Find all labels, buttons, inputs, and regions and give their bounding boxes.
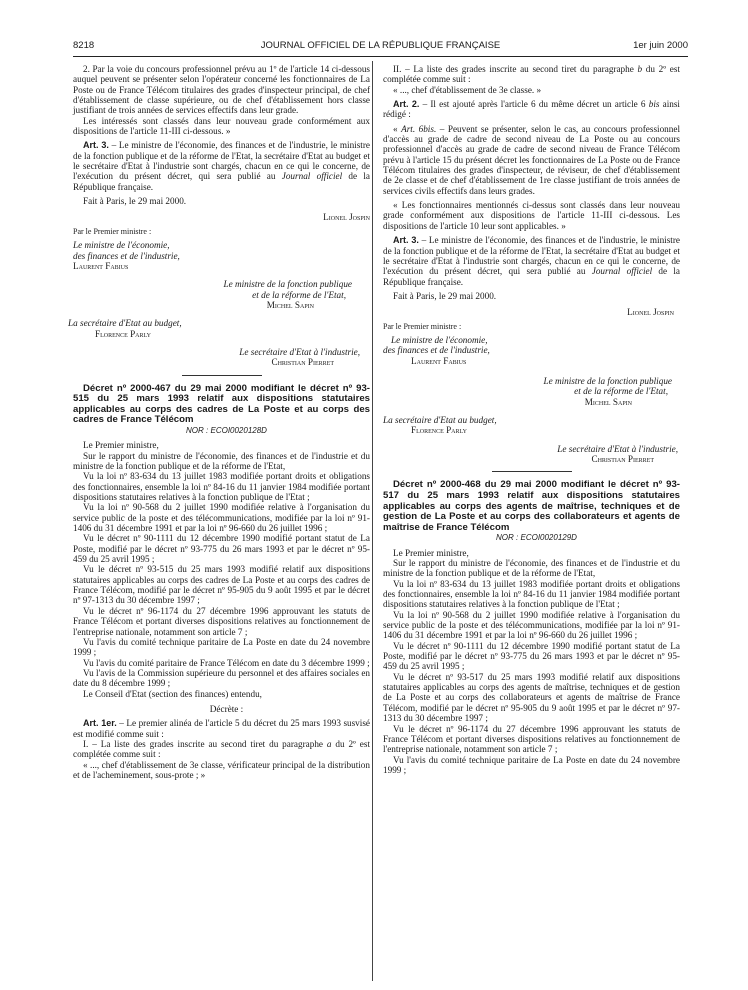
visa: Vu le décret nº 90-1111 du 12 décembre 1990 modifié portant statut de La Poste, modifié par le décret nº 93-775 du 26 mars 1993 et par le décret nº 95-459 du 25 avril 1995 ; [383, 640, 680, 672]
visa: Vu le décret nº 96-1174 du 27 décembre 1996 approuvant les statuts de France Télécom et portant diverses dispositions relatives au fonctionnement de l'entreprise nationale, notamment son article 7 ; [383, 723, 680, 755]
paragraph: « Les fonctionnaires mentionnés ci-dessus sont classés dans leur nouveau grade conformément aux dispositions de l'article 11-III ci-dessous. Les dispositions de l'article 10 leur sont applicables. » [383, 200, 680, 231]
signature-budget: Florence Parly [411, 425, 467, 436]
article-text-end: de la République française. [383, 266, 680, 287]
signature-fp: Michel Sapin [266, 299, 314, 310]
article-text-end: de la République française. [73, 171, 370, 192]
premier-ministre: Le Premier ministre, [83, 440, 159, 451]
visa: Vu l'avis du comité technique paritaire de La Poste en date du 24 novembre 1999 ; [383, 754, 680, 775]
paragraph: 2. Par la voie du concours professionnel prévu au 1º de l'article 14 ci-dessous auquel peuvent se présenter selon l'opérateur concerné les fonctionnaires de La Poste ou de France Télécom titulaires des grades d'inspecteur principal, de chef d'établissement de classe supérieure, ou de chef d'établissement hors classe justifiant de trois années de services effectifs dans leur grade. [73, 64, 370, 116]
article-label: Art. 3. [83, 140, 109, 151]
minister-title: Le ministre de la fonction publique [223, 279, 352, 290]
minister-title: des finances et de l'industrie, [383, 345, 490, 356]
article-label: Art. 2. [393, 99, 420, 110]
visa: Vu la loi nº 83-634 du 13 juillet 1983 modifiée portant droits et obligations des fonctionnaires, ensemble la loi nº 84-16 du 11 janvier 1984 modifiée portant dispositions statutaires relatives à la fonction publique de l'Etat ; [73, 471, 370, 503]
signature-ind: Christian Pierret [271, 357, 334, 368]
visa: Vu la loi nº 90-568 du 2 juillet 1990 modifiée relative à l'organisation du service public de la poste et des télécommunications, modifiée par la loi nº 91-1406 du 31 décembre 1991 et par la loi nº 96-660 du 26 juillet 1996 ; [73, 502, 370, 534]
column-divider [372, 61, 373, 981]
minister-title: La secrétaire d'Etat au budget, [383, 414, 497, 425]
minister-title: et de la réforme de l'Etat, [574, 386, 668, 397]
article-text: – Le ministre de l'économie, des finances et de l'industrie, le ministre de la fonction publique et de la réforme de l'Etat, la secrétaire d'Etat au budget et le secrétaire d'Etat à l'industrie sont chargés, chacun en ce qui le concerne, de l'exécution du présent décret, qui sera publié au [73, 140, 370, 182]
separator [492, 471, 572, 472]
article-text: – Le premier alinéa de l'article 5 du décret du 25 mars 1993 susvisé est modifié comme suit : [73, 718, 370, 739]
nor-reference: NOR : ECOI0020129D [496, 533, 577, 543]
visa: Vu l'avis du comité technique paritaire de La Poste en date du 24 novembre 1999 ; [73, 636, 370, 658]
article-paragraph [73, 718, 370, 739]
article-label: Art. 3. [393, 235, 419, 246]
visa: Le Conseil d'Etat (section des finances) entendu, [83, 688, 262, 699]
text: a [326, 738, 332, 749]
paragraph: Les intéressés sont classés dans leur nouveau grade conformément aux dispositions de l'article 11-III ci-dessous. » [73, 115, 370, 137]
text: bis [648, 99, 660, 110]
visa: Vu l'avis de la Commission supérieure du personnel et des affaires sociales en date du 8 décembre 1999 ; [73, 667, 370, 689]
text: du 2º est complétée comme suit : [73, 738, 370, 760]
right-column [383, 64, 680, 775]
visa: Vu le décret nº 90-1111 du 12 décembre 1990 modifié portant statut de La Poste, modifié par le décret nº 93-775 du 26 mars 1993 et par le décret nº 95-459 du 25 avril 1995 ; [73, 533, 370, 565]
fait-a-paris: Fait à Paris, le 29 mai 2000. [393, 290, 497, 301]
text: I. – La liste des grades inscrite au second tiret du paragraphe [83, 738, 327, 749]
issue-date: 1er juin 2000 [633, 40, 688, 51]
article-text: – Il est ajouté après l'article 6 du même décret un article 6 [419, 99, 649, 110]
text: II. – La liste des grades inscrite au second tiret du paragraphe [393, 64, 638, 74]
signature-pm: Lionel Jospin [627, 307, 674, 318]
decree-title: Décret nº 2000-467 du 29 mai 2000 modifiant le décret nº 93-515 du 25 mars 1993 relatif aux dispositions statutaires applicables au corps des cadres de La Poste et au corps des cadres de France Télécom [73, 382, 370, 426]
text: b [637, 64, 643, 74]
minister-title: Le secrétaire d'Etat à l'industrie, [239, 346, 360, 357]
visa: Vu la loi nº 90-568 du 2 juillet 1990 modifiée relative à l'organisation du service public de la poste et des télécommunications, modifiée par la loi nº 91-1406 du 31 décembre 1991 et par la loi nº 96-660 du 26 juillet 1996 ; [383, 609, 680, 641]
signature-eco: Laurent Fabius [73, 260, 129, 271]
article-paragraph [383, 99, 680, 120]
article-text: – Peuvent se présenter, selon le cas, au concours professionnel d'accès au grade de cadre de second niveau de La Poste ou au concours professionnel d'accès au grade de cadre de second niveau de France Télécom prévu à l'article 15 du présent décret les fonctionnaires de La Poste ou de France Télécom titulaires des grades d'inspecteur, de réviseur, de chef d'établissement de 2e classe et de chef d'établissement de 1re classe justifiant de trois années de services civils effectifs dans leurs grades. [383, 123, 681, 196]
visa: Sur le rapport du ministre de l'économie, des finances et de l'industrie et du ministre de la fonction publique et de la réforme de l'Etat, [383, 558, 680, 579]
journal-title: JOURNAL OFFICIEL DE LA RÉPUBLIQUE FRANÇAISE [260, 40, 501, 51]
article-paragraph [383, 235, 680, 287]
journal-ref: Journal officiel [281, 171, 343, 182]
article-paragraph [73, 140, 370, 192]
paragraph [73, 739, 370, 760]
minister-title: Le ministre de l'économie, [391, 334, 488, 345]
minister-title: Le ministre de l'économie, [73, 240, 170, 251]
text: du 2º est complétée comme suit : [383, 64, 680, 85]
paragraph [383, 124, 680, 196]
decree-title: Décret nº 2000-468 du 29 mai 2000 modifiant le décret nº 93-517 du 25 mars 1993 relatif aux dispositions statutaires applicables au corps des agents de maîtrise, techniques et de gestion de La Poste et au corps des collaborateurs et agents de maîtrise de France Télécom [383, 479, 680, 533]
decrete: Décrète : [209, 703, 244, 714]
minister-title: Le ministre de la fonction publique [543, 375, 672, 386]
minister-title: La secrétaire d'Etat au budget, [68, 318, 182, 329]
text: ainsi rédigé : [383, 99, 680, 120]
text: « [393, 123, 402, 134]
minister-title: Le secrétaire d'Etat à l'industrie, [557, 443, 678, 454]
page-header [73, 40, 688, 54]
paragraph [383, 64, 680, 85]
visa: Vu le décret nº 93-515 du 25 mars 1993 modifié relatif aux dispositions statutaires applicables au corps des cadres de La Poste et au corps des cadres de France Télécom, modifié par le décret nº 95-905 du 9 août 1995 et par le décret nº 97-1313 du 30 décembre 1997 ; [73, 564, 370, 606]
visa: Vu l'avis du comité paritaire de France Télécom en date du 3 décembre 1999 ; [83, 657, 370, 668]
signature-pm: Lionel Jospin [323, 212, 370, 223]
fait-a-paris: Fait à Paris, le 29 mai 2000. [83, 196, 187, 207]
page-number: 8218 [73, 40, 95, 51]
separator [182, 375, 262, 376]
signature-fp: Michel Sapin [584, 396, 632, 407]
left-column [68, 64, 370, 780]
quote: « ..., chef d'établissement de 3e classe. » [393, 84, 542, 95]
signature-eco: Laurent Fabius [411, 355, 467, 366]
article-label: Art. 6bis. [401, 123, 437, 134]
minister-title: des finances et de l'industrie, [73, 250, 180, 261]
signature-ind: Christian Pierret [591, 454, 654, 464]
journal-ref: Journal officiel [591, 266, 653, 277]
nor-reference: NOR : ECOI0020128D [186, 425, 267, 435]
par-premier-ministre: Par le Premier ministre : [383, 321, 462, 331]
signature-budget: Florence Parly [95, 328, 151, 339]
minister-title: et de la réforme de l'Etat, [252, 289, 346, 300]
visa: Vu la loi nº 83-634 du 13 juillet 1983 modifiée portant droits et obligations des fonctionnaires, ensemble la loi nº 84-16 du 11 janvier 1984 modifiée portant dispositions statutaires relatives à la fonction publique de l'Etat ; [383, 578, 680, 610]
quote: « ..., chef d'établissement de 3e classe, vérificateur principal de la distribution et de l'acheminement, sous-prote ; » [73, 759, 370, 780]
visa: Sur le rapport du ministre de l'économie, des finances et de l'industrie et du ministre de la fonction publique et de la réforme de l'Etat, [73, 450, 370, 471]
article-label: Art. 1er. [83, 718, 117, 729]
visa: Vu le décret nº 93-517 du 25 mars 1993 modifié relatif aux dispositions statutaires applicables au corps des agents de maîtrise, techniques et de gestion de La Poste et au corps des collaborateurs et agents de maîtrise de France Télécom, modifié par le décret nº 95-905 du 9 août 1995 et par le décret nº 97-1313 du 30 décembre 1997 ; [383, 671, 680, 724]
par-premier-ministre: Par le Premier ministre : [73, 226, 152, 236]
visa: Vu le décret nº 96-1174 du 27 décembre 1996 approuvant les statuts de France Télécom et portant diverses dispositions relatives au fonctionnement de l'entreprise nationale, notamment son article 7 ; [73, 605, 370, 637]
premier-ministre: Le Premier ministre, [393, 547, 469, 558]
header-rule [73, 56, 688, 57]
article-text: – Le ministre de l'économie, des finances et de l'industrie, le ministre de la fonction publique et de la réforme de l'Etat, la secrétaire d'Etat au budget et le secrétaire d'Etat à l'industrie sont chargés, chacun en ce qui le concerne, de l'exécution du présent décret, qui sera publié au [383, 235, 680, 277]
